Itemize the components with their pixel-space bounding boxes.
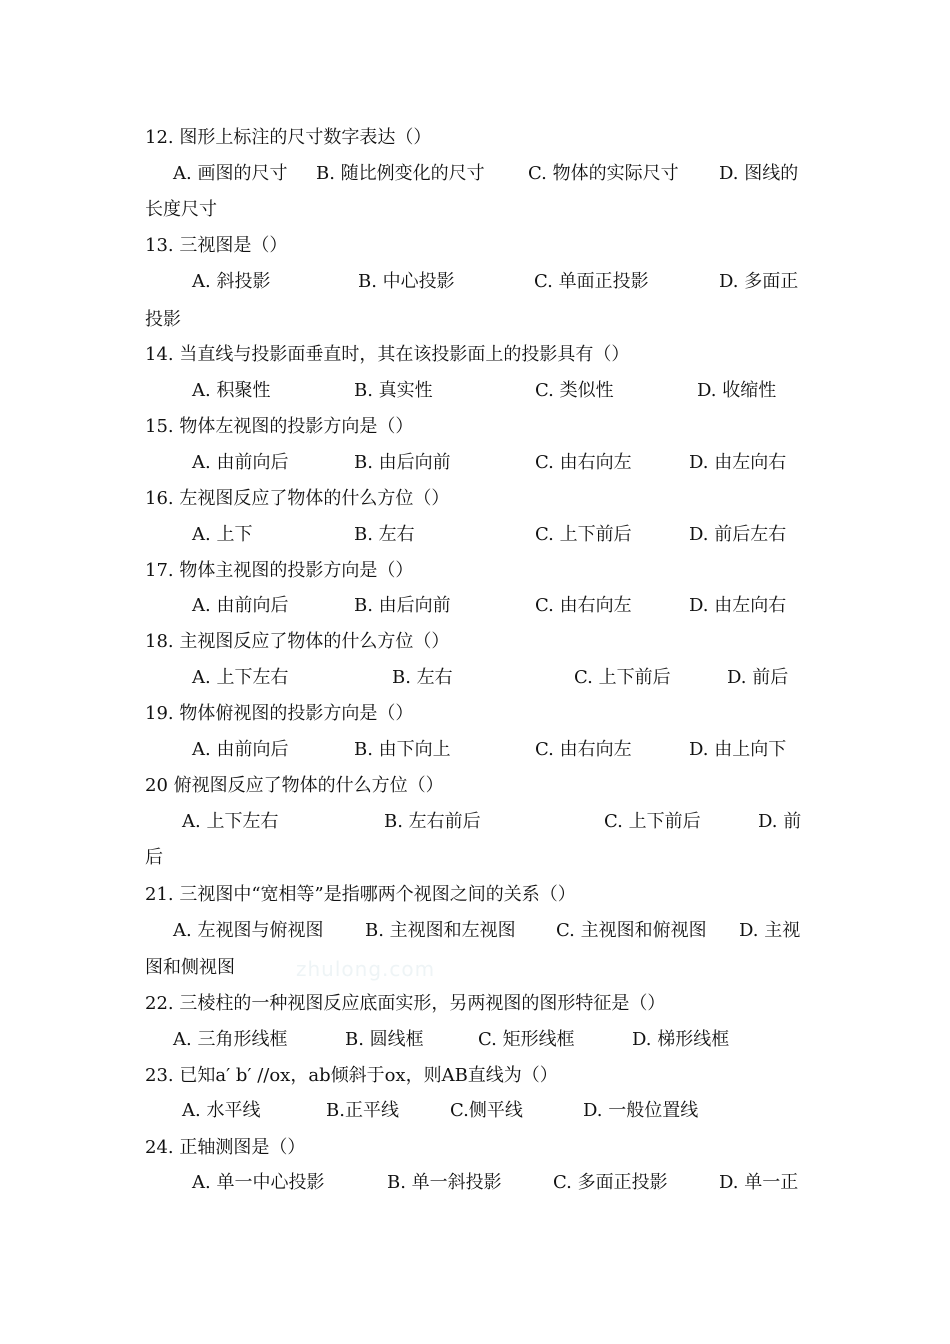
question-14-option-b: B. 真实性 xyxy=(354,380,433,401)
question-16-option-c: C. 上下前后 xyxy=(535,524,632,545)
question-19-option-a: A. 由前向后 xyxy=(192,739,289,760)
question-21-wrap: 图和侧视图 xyxy=(145,957,235,978)
question-18-option-a: A. 上下左右 xyxy=(192,667,289,688)
question-16-stem: 16. 左视图反应了物体的什么方位（） xyxy=(145,488,450,509)
question-21-option-a: A. 左视图与俯视图 xyxy=(173,920,324,941)
question-23-option-a: A. 水平线 xyxy=(182,1100,261,1121)
question-17-option-d: D. 由左向右 xyxy=(689,595,787,616)
question-17-option-a: A. 由前向后 xyxy=(192,595,289,616)
question-21-stem: 21. 三视图中“宽相等”是指哪两个视图之间的关系（） xyxy=(145,884,576,905)
question-12-wrap: 长度尺寸 xyxy=(145,199,217,220)
question-12-option-a: A. 画图的尺寸 xyxy=(173,163,288,184)
question-12-option-b: B. 随比例变化的尺寸 xyxy=(316,163,485,184)
question-19-stem: 19. 物体俯视图的投影方向是（） xyxy=(145,703,414,724)
question-24-option-c: C. 多面正投影 xyxy=(553,1172,668,1193)
question-20-option-c: C. 上下前后 xyxy=(604,811,701,832)
question-24-stem: 24. 正轴测图是（） xyxy=(145,1137,306,1158)
question-24-option-a: A. 单一中心投影 xyxy=(192,1172,325,1193)
question-19-option-c: C. 由右向左 xyxy=(535,739,632,760)
question-20-option-a: A. 上下左右 xyxy=(182,811,279,832)
question-13-option-a: A. 斜投影 xyxy=(192,271,271,292)
question-16-option-b: B. 左右 xyxy=(354,524,415,545)
question-13-option-b: B. 中心投影 xyxy=(358,271,455,292)
question-21-option-d: D. 主视 xyxy=(739,920,801,941)
question-15-option-b: B. 由后向前 xyxy=(354,452,451,473)
watermark: zhulong.com xyxy=(296,957,436,981)
question-24-option-d: D. 单一正 xyxy=(719,1172,799,1193)
question-21-option-b: B. 主视图和左视图 xyxy=(365,920,516,941)
question-22-option-d: D. 梯形线框 xyxy=(632,1029,730,1050)
question-17-option-b: B. 由后向前 xyxy=(354,595,451,616)
question-20-stem: 20 俯视图反应了物体的什么方位（） xyxy=(145,775,444,796)
question-15-stem: 15. 物体左视图的投影方向是（） xyxy=(145,416,414,437)
question-19-option-d: D. 由上向下 xyxy=(689,739,787,760)
question-13-option-d: D. 多面正 xyxy=(719,271,799,292)
question-12-option-d: D. 图线的 xyxy=(719,163,799,184)
question-20-option-b: B. 左右前后 xyxy=(384,811,481,832)
question-15-option-a: A. 由前向后 xyxy=(192,452,289,473)
question-23-option-d: D. 一般位置线 xyxy=(583,1100,699,1121)
question-22-option-b: B. 圆线框 xyxy=(345,1029,424,1050)
question-17-stem: 17. 物体主视图的投影方向是（） xyxy=(145,560,414,581)
question-18-option-d: D. 前后 xyxy=(727,667,789,688)
question-23-stem: 23. 已知a′ b′ //ox，ab倾斜于ox，则AB直线为（） xyxy=(145,1065,558,1086)
question-18-option-c: C. 上下前后 xyxy=(574,667,671,688)
question-18-stem: 18. 主视图反应了物体的什么方位（） xyxy=(145,631,450,652)
question-18-option-b: B. 左右 xyxy=(392,667,453,688)
question-23-option-b: B.正平线 xyxy=(326,1100,399,1121)
question-15-option-d: D. 由左向右 xyxy=(689,452,787,473)
question-12-option-c: C. 物体的实际尺寸 xyxy=(528,163,679,184)
question-21-option-c: C. 主视图和俯视图 xyxy=(556,920,707,941)
question-24-option-b: B. 单一斜投影 xyxy=(387,1172,502,1193)
question-23-option-c: C.侧平线 xyxy=(450,1100,523,1121)
question-22-option-a: A. 三角形线框 xyxy=(173,1029,288,1050)
question-20-wrap: 后 xyxy=(145,847,163,868)
question-20-option-d: D. 前 xyxy=(758,811,802,832)
question-22-option-c: C. 矩形线框 xyxy=(478,1029,575,1050)
question-19-option-b: B. 由下向上 xyxy=(354,739,451,760)
question-13-option-c: C. 单面正投影 xyxy=(534,271,649,292)
question-14-option-d: D. 收缩性 xyxy=(697,380,777,401)
question-14-stem: 14. 当直线与投影面垂直时，其在该投影面上的投影具有（） xyxy=(145,344,630,365)
question-12-stem: 12. 图形上标注的尺寸数字表达（） xyxy=(145,127,432,148)
question-13-stem: 13. 三视图是（） xyxy=(145,235,288,256)
question-16-option-a: A. 上下 xyxy=(192,524,253,545)
question-16-option-d: D. 前后左右 xyxy=(689,524,787,545)
question-22-stem: 22. 三棱柱的一种视图反应底面实形，另两视图的图形特征是（） xyxy=(145,993,666,1014)
question-15-option-c: C. 由右向左 xyxy=(535,452,632,473)
question-17-option-c: C. 由右向左 xyxy=(535,595,632,616)
question-14-option-a: A. 积聚性 xyxy=(192,380,271,401)
question-13-wrap: 投影 xyxy=(145,309,181,330)
question-14-option-c: C. 类似性 xyxy=(535,380,614,401)
